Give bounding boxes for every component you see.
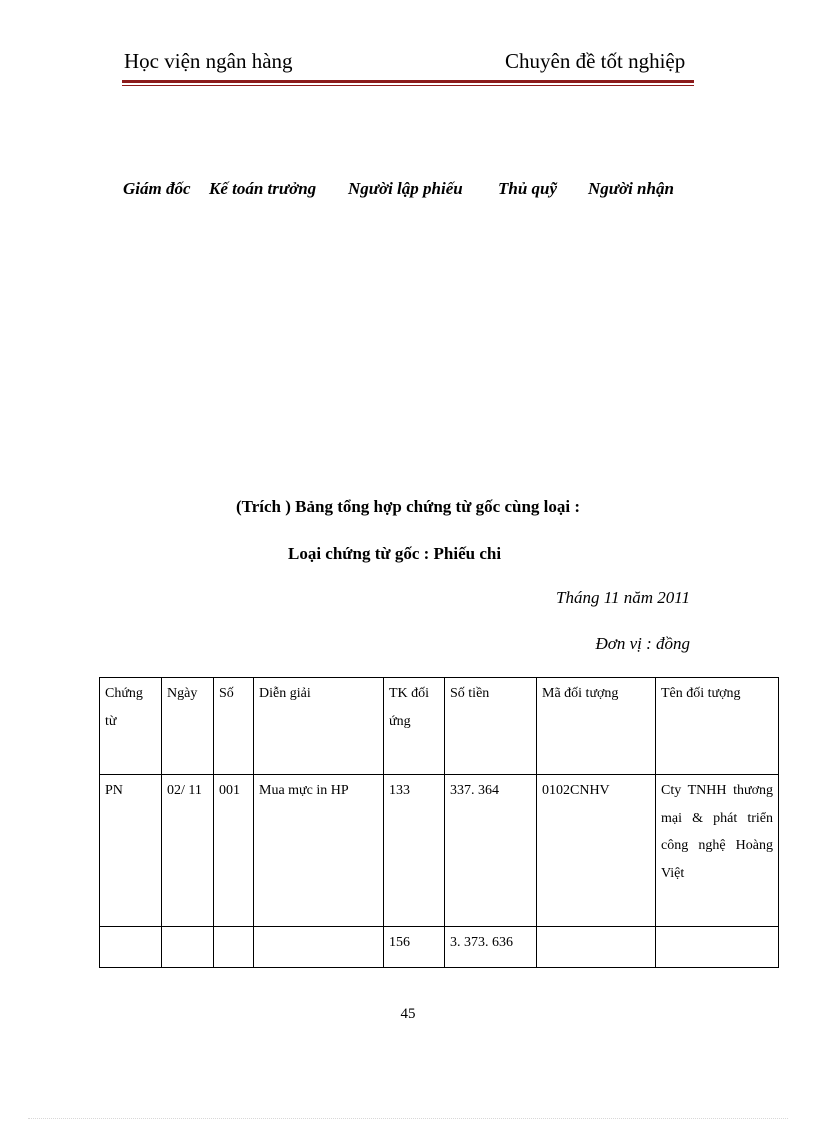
signature-preparer: Người lập phiếu	[348, 179, 463, 198]
summary-table-title: (Trích ) Bảng tổng hợp chứng từ gốc cùng loại :	[235, 497, 581, 516]
page-number: 45	[400, 1006, 416, 1022]
header-rule-thick	[122, 80, 694, 83]
header-cell-voucher: Chứng từ	[100, 678, 162, 775]
table-header-row	[100, 678, 779, 775]
table-cell	[162, 927, 214, 968]
table-cell: 001	[214, 775, 254, 927]
header-document-type: Chuyên đề tốt nghiệp	[505, 49, 686, 73]
table-cell: PN	[100, 775, 162, 927]
table-cell	[214, 927, 254, 968]
table-row	[100, 775, 779, 927]
header-cell-party-code: Mã đối tượng	[537, 678, 656, 775]
table-cell	[100, 927, 162, 968]
currency-unit-label: Đơn vị : đồng	[595, 634, 690, 653]
header-cell-number: Số	[214, 678, 254, 775]
table-cell: 02/ 11	[162, 775, 214, 927]
table-cell: Cty TNHH thương mại & phát triển công nghệ Hoàng Việt	[656, 775, 779, 927]
table-row	[100, 927, 779, 968]
header-cell-contra-account: TK đối ứng	[384, 678, 445, 775]
voucher-summary-table	[99, 677, 779, 968]
table-cell: 156	[384, 927, 445, 968]
table-cell: Mua mực in HP	[254, 775, 384, 927]
table-cell: 3. 373. 636	[445, 927, 537, 968]
period-label: Tháng 11 năm 2011	[556, 588, 690, 607]
signature-cashier: Thủ quỹ	[498, 179, 558, 198]
table-cell	[656, 927, 779, 968]
table-cell	[537, 927, 656, 968]
table-cell	[254, 927, 384, 968]
header-cell-date: Ngày	[162, 678, 214, 775]
page-bottom-divider	[28, 1118, 788, 1119]
header-cell-amount: Số tiền	[445, 678, 537, 775]
table-cell: 337. 364	[445, 775, 537, 927]
table-cell: 133	[384, 775, 445, 927]
header-cell-description: Diễn giải	[254, 678, 384, 775]
header-institution: Học viện ngân hàng	[124, 49, 293, 73]
signature-receiver: Người nhận	[588, 179, 674, 198]
signature-director: Giám đốc	[123, 179, 191, 198]
document-type-title: Loại chứng từ gốc : Phiếu chi	[288, 544, 502, 563]
header-cell-party-name: Tên đối tượng	[656, 678, 779, 775]
table-cell: 0102CNHV	[537, 775, 656, 927]
signature-chief-accountant: Kế toán trưởng	[209, 179, 317, 198]
header-rule-thin	[122, 85, 694, 86]
